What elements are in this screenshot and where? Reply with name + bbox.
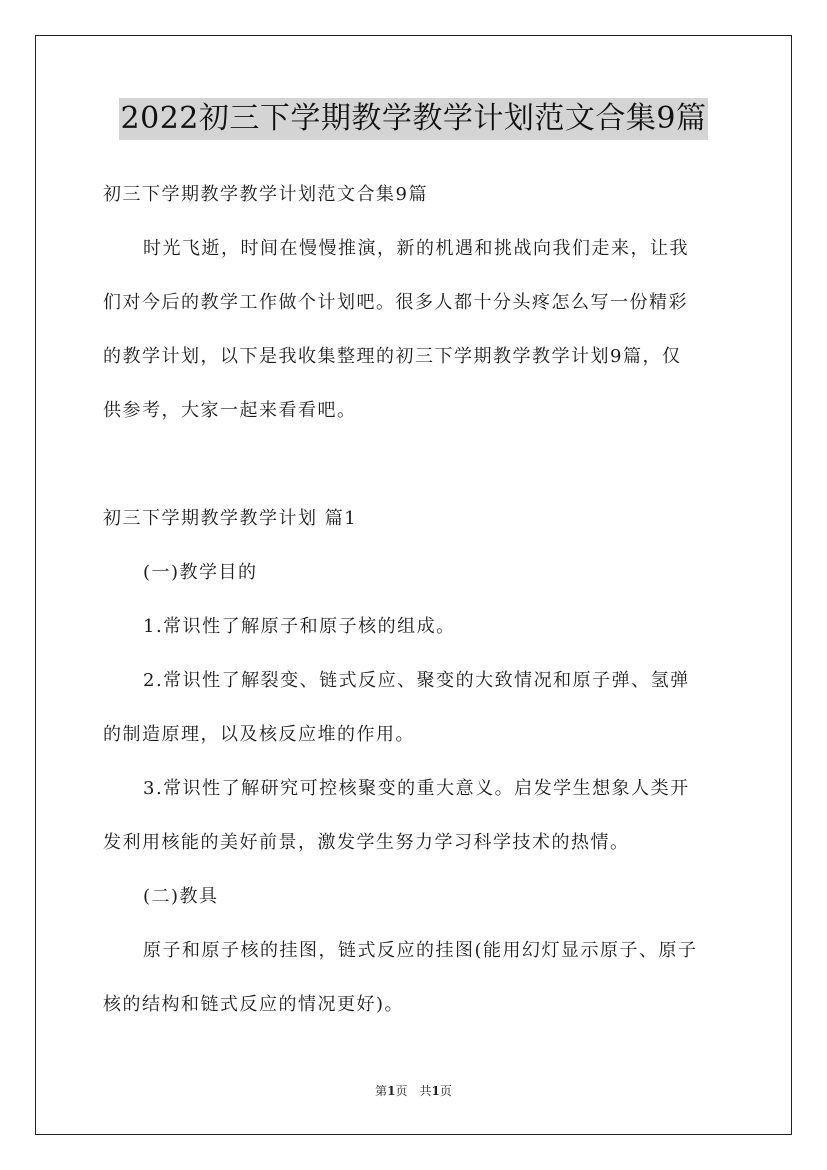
intro-line: 时光飞逝，时间在慢慢推演，新的机遇和挑战向我们走来，让我 (143, 238, 689, 259)
total-suffix: 页 (439, 1084, 452, 1098)
goal-item-2-line: 2.常识性了解裂变、链式反应、聚变的大致情况和原子弹、氢弹 (143, 670, 690, 691)
document-title: 2022初三下学期教学教学计划范文合集9篇 (119, 98, 709, 140)
intro-line: 们对今后的教学工作做个计划吧。很多人都十分头疼怎么写一份精彩 (103, 292, 688, 313)
tools-line: 核的结构和链式反应的情况更好)。 (103, 994, 405, 1015)
goal-item-2-line: 的制造原理，以及核反应堆的作用。 (103, 724, 415, 745)
title-container (0, 98, 827, 140)
section-heading: 初三下学期教学教学计划 篇1 (103, 508, 358, 529)
total-pages: 1 (431, 1084, 440, 1098)
document-subtitle: 初三下学期教学教学计划范文合集9篇 (103, 184, 428, 205)
page-suffix: 页 (395, 1084, 408, 1098)
part1-heading: (一)教学目的 (143, 562, 258, 583)
intro-line: 的教学计划，以下是我收集整理的初三下学期教学教学计划9篇，仅 (103, 346, 682, 367)
total-prefix: 共 (419, 1084, 432, 1098)
page-number: 1 (387, 1084, 396, 1098)
page-prefix: 第 (375, 1084, 388, 1098)
tools-line: 原子和原子核的挂图，链式反应的挂图(能用幻灯显示原子、原子 (143, 940, 698, 961)
goal-item-3-line: 发利用核能的美好前景，激发学生努力学习科学技术的热情。 (103, 832, 630, 853)
goal-item-3-line: 3.常识性了解研究可控核聚变的重大意义。启发学生想象人类开 (143, 778, 690, 799)
goal-item-1: 1.常识性了解原子和原子核的组成。 (143, 616, 456, 637)
intro-line: 供参考，大家一起来看看吧。 (103, 400, 357, 421)
page-footer (0, 1083, 827, 1099)
part2-heading: (二)教具 (143, 886, 219, 907)
